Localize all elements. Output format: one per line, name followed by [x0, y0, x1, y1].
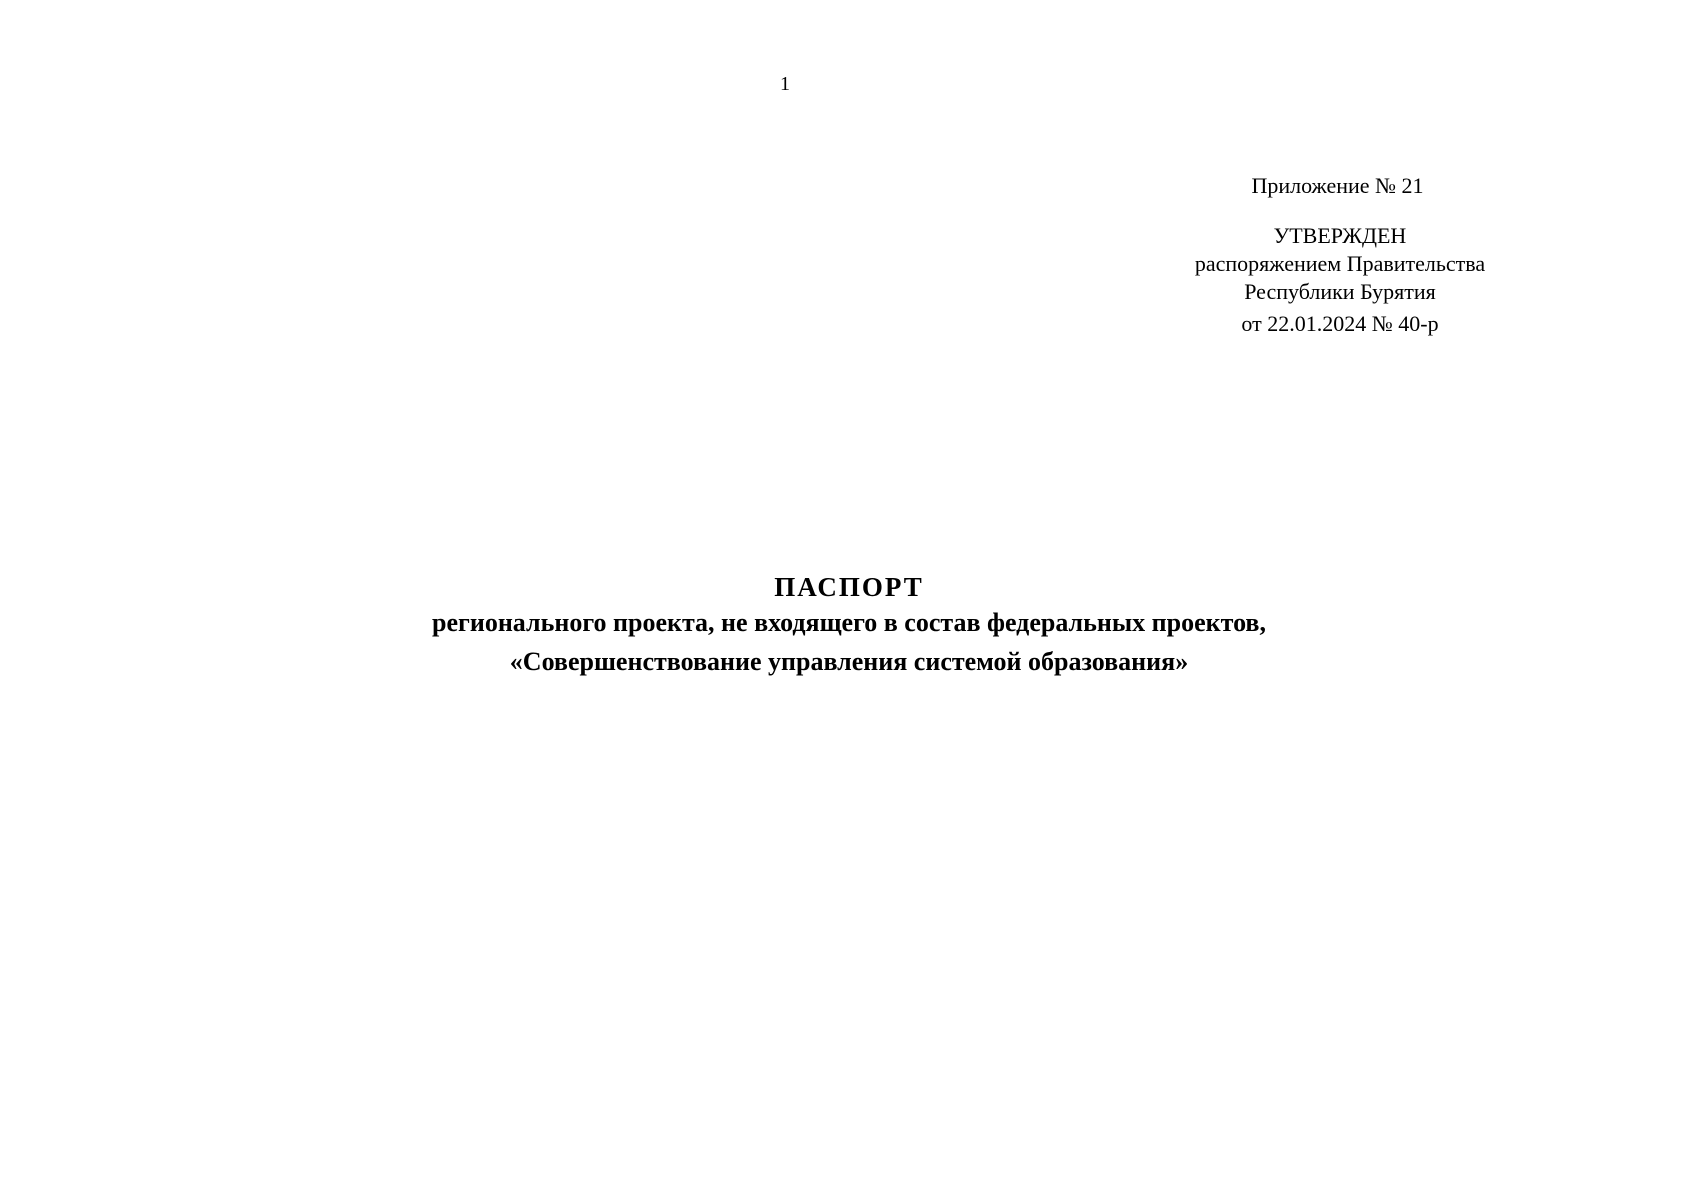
appendix-number: Приложение № 21 — [1251, 173, 1424, 198]
approved-heading: УТВЕРЖДЕН — [1273, 223, 1407, 248]
project-name: «Совершенствование управления системой образования» — [509, 647, 1189, 676]
approved-by-line-1: распоряжением Правительства — [1194, 251, 1486, 276]
document-subtitle: регионального проекта, не входящего в состав федеральных проектов, — [432, 608, 1266, 637]
document-title: ПАСПОРТ — [774, 572, 924, 602]
page-number: 1 — [780, 73, 790, 95]
document-title-block — [0, 569, 1698, 680]
approved-by-line-2: Республики Бурятия — [1244, 279, 1436, 304]
approval-date-number: от 22.01.2024 № 40-р — [1241, 311, 1439, 336]
approval-stamp-block — [1140, 172, 1540, 338]
